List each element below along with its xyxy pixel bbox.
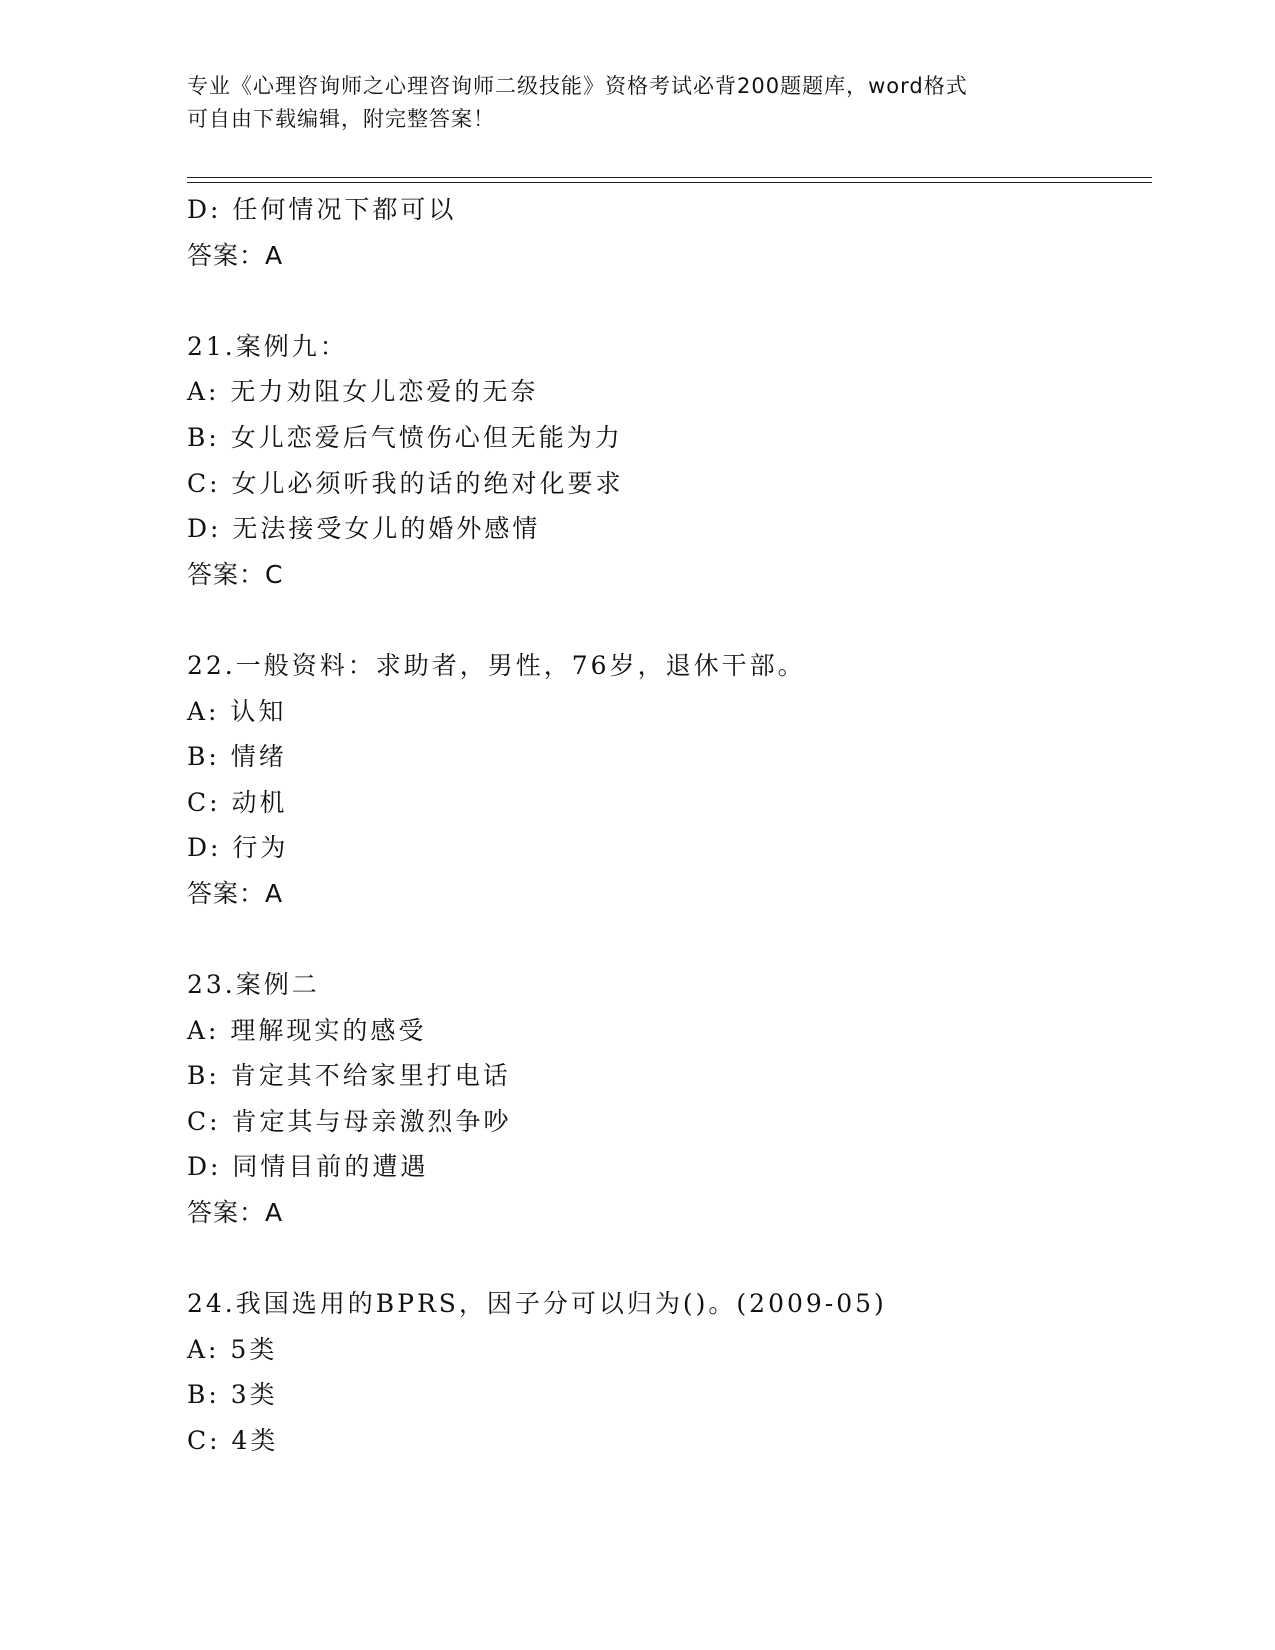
question-list xyxy=(187,187,1147,1464)
spacer xyxy=(187,278,1147,324)
question-stem: 22.一般资料：求助者，男性，76岁，退休干部。 xyxy=(187,650,806,680)
option-c: C: 动机 xyxy=(187,787,288,817)
option-b: B: 情绪 xyxy=(187,742,287,772)
option-b: B: 肯定其不给家里打电话 xyxy=(187,1061,511,1091)
answer-line: 答案：A xyxy=(187,240,284,270)
option-b: B: 3类 xyxy=(187,1380,278,1410)
option-a: A: 理解现实的感受 xyxy=(187,1015,427,1045)
question-stem: 24.我国选用的BPRS，因子分可以归为()。(2009-05) xyxy=(187,1289,887,1319)
question-stem: 23.案例二 xyxy=(187,970,320,1000)
option-c: C: 4类 xyxy=(187,1426,279,1456)
option-d: D: 无法接受女儿的婚外感情 xyxy=(187,514,541,544)
option-b: B: 女儿恋爱后气愤伤心但无能为力 xyxy=(187,422,623,452)
header-divider-top xyxy=(187,177,1152,178)
document-header xyxy=(187,70,1087,136)
header-title-line-2: 可自由下载编辑，附完整答案！ xyxy=(187,107,495,131)
option-c: C: 女儿必须听我的话的绝对化要求 xyxy=(187,468,624,498)
option-d: D: 同情目前的遭遇 xyxy=(187,1152,429,1182)
answer-line: 答案：A xyxy=(187,1198,284,1228)
option-a: A: 认知 xyxy=(187,696,287,726)
answer-line: 答案：A xyxy=(187,878,284,908)
question-20 xyxy=(187,187,1147,278)
option-a: A: 5类 xyxy=(187,1334,278,1364)
question-21 xyxy=(187,324,1147,598)
question-22 xyxy=(187,643,1147,917)
option-d: D: 行为 xyxy=(187,833,289,863)
question-stem: 21.案例九： xyxy=(187,331,348,361)
option-d: D: 任何情况下都可以 xyxy=(187,195,457,224)
question-24 xyxy=(187,1281,1147,1463)
question-23 xyxy=(187,962,1147,1236)
header-title-line-1: 专业《心理咨询师之心理咨询师二级技能》资格考试必背200题题库，word格式 xyxy=(187,74,968,98)
spacer xyxy=(187,597,1147,643)
answer-line: 答案：C xyxy=(187,559,284,589)
spacer xyxy=(187,917,1147,963)
option-c: C: 肯定其与母亲激烈争吵 xyxy=(187,1106,512,1136)
header-divider-bottom xyxy=(187,182,1152,183)
spacer xyxy=(187,1236,1147,1282)
option-a: A: 无力劝阻女儿恋爱的无奈 xyxy=(187,377,539,407)
